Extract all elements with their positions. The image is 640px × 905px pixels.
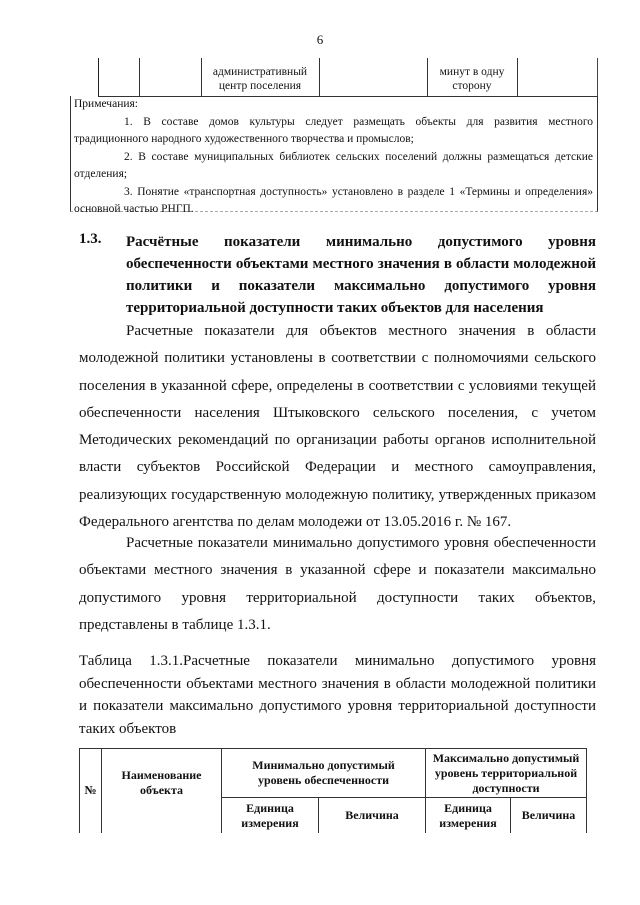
col-header-name: Наименование объекта — [121, 768, 202, 797]
table-1-3-1-header — [79, 748, 587, 833]
top-table-cell-center: административный центр поселения — [212, 66, 308, 92]
col-header-value-2: Величина — [521, 808, 576, 822]
col-header-min-level: Минимально допустимый уровень обеспеченности — [252, 758, 395, 787]
previous-table-fragment — [98, 58, 598, 97]
col-header-unit-2: Единица измерения — [439, 800, 497, 830]
section-title: Расчётные показатели минимально допустимого уровня обеспеченности объектами местного значения в области молодежной политики и показатели максимально допустимого уровня территориальной доступности таких объектов для населения — [126, 234, 596, 316]
note-item: 3. Понятие «транспортная доступность» установлено в разделе 1 «Термины и определения» основной частью РНГП. — [74, 185, 593, 215]
body-paragraph: Расчетные показатели минимально допустимого уровня обеспеченности объектами местного значения в указанной сфере и показатели максимально допустимого уровня территориальной доступности таких объектов, представлены в таблице 1.3.1. — [79, 535, 596, 633]
note-item: 2. В составе муниципальных библиотек сельских поселений должны размещаться детские отделения; — [74, 150, 593, 180]
notes-header: Примечания: — [74, 98, 138, 110]
col-header-unit-1: Единица измерения — [241, 800, 299, 830]
col-header-value-1: Величина — [345, 808, 399, 822]
section-number: 1.3. — [79, 231, 102, 247]
col-header-max-level: Максимально допустимый уровень территориальной доступности — [432, 750, 580, 795]
note-item: 1. В составе домов культуры следует размещать объекты для развития местного традиционного народного художественного творчества и промыслов; — [74, 115, 593, 145]
notes-block — [70, 96, 598, 215]
page-number: 6 — [316, 32, 324, 47]
body-paragraph: Расчетные показатели для объектов местного значения в области молодежной политики установлены в соответствии с полномочиями сельского поселения в указанной сфере, определены в соответствии с условиями текущей обеспеченности населения Штыковского сельского поселения, с учетом Методических рекомендаций по организации работы органов исполнительной власти субъектов Российской Федерации и местного самоуправления, реализующих государственную молодежную политику, утвержденных приказом Федерального агентства по делам молодежи от 13.05.2016 г. № 167. — [79, 323, 596, 531]
table-caption: Таблица 1.3.1.Расчетные показатели минимально допустимого уровня обеспеченности объектами местного значения в области молодежной политики и показатели максимально допустимого уровня территориальной доступности таких объектов — [79, 653, 596, 737]
col-header-number: № — [84, 783, 97, 797]
top-table-cell-time: минут в одну сторону — [439, 66, 505, 92]
